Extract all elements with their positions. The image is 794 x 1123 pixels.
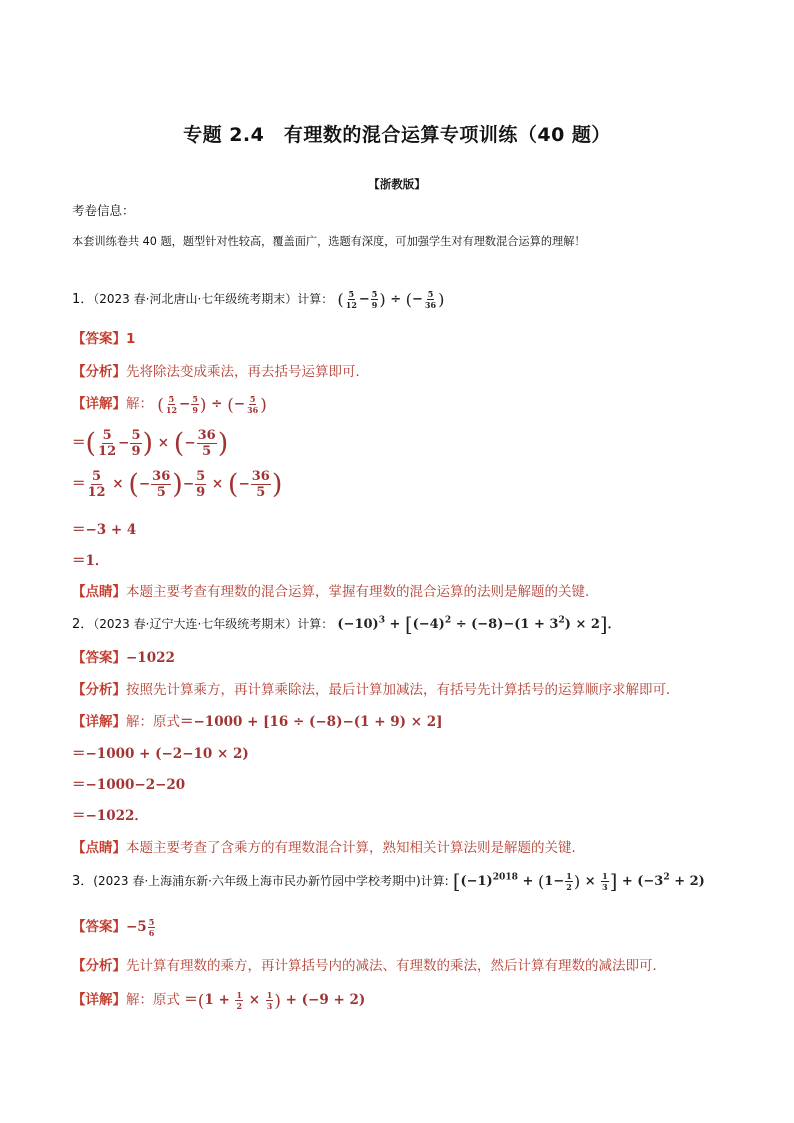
detail-tag: 【详解】 bbox=[72, 992, 126, 1008]
comment-line-1 bbox=[72, 580, 599, 600]
detail-step-3: ＝−3 + 4 bbox=[72, 522, 137, 538]
question-1 bbox=[72, 288, 444, 309]
detail-prefix: 解： bbox=[126, 396, 153, 412]
question-3 bbox=[72, 870, 705, 893]
exam-info-label: 考卷信息： bbox=[72, 203, 135, 218]
detail-prefix: 解：原式 bbox=[126, 992, 180, 1008]
detail-step-4: ＝1． bbox=[72, 553, 109, 569]
detail-step-1: ＝( $\frac{5}{12}$ − $\frac{5}{9}$ ) × (− $\frac{36}{5}$ ) bbox=[72, 428, 229, 459]
page-title: 专题 2.4 有理数的混合运算专项训练（40 题） bbox=[183, 124, 611, 146]
answer-line-1 bbox=[72, 327, 135, 347]
detail-line-1 bbox=[72, 392, 267, 415]
detail-line-3 bbox=[72, 988, 365, 1011]
detail-line-2 bbox=[72, 710, 443, 730]
detail-step-1: ＝−1000 + [16 ÷ (−8)−(1 + 9) × 2] bbox=[180, 714, 443, 730]
detail-tag: 【详解】 bbox=[72, 396, 126, 412]
analysis-text: 先将除法变成乘法，再去括号运算即可． bbox=[126, 364, 369, 380]
answer-line-2 bbox=[72, 646, 175, 666]
question-number: 2． bbox=[72, 617, 94, 632]
analysis-text: 按照先计算乘方，再计算乘除法，最后计算加减法，有括号先计算括号的运算顺序求解即可． bbox=[126, 682, 680, 698]
answer-line-3 bbox=[72, 915, 156, 937]
answer-value: −5 $\frac{5}{6}$ bbox=[126, 917, 155, 938]
comment-text: 本题主要考查了含乘方的有理数混合计算，熟知相关计算法则是解题的关键． bbox=[126, 840, 585, 856]
question-source: （2023 春·辽宁大连·七年级统考期末）计算： bbox=[93, 617, 334, 631]
analysis-line-3 bbox=[72, 954, 666, 974]
detail-step-4: ＝−1022． bbox=[72, 808, 148, 824]
analysis-tag: 【分析】 bbox=[72, 682, 126, 698]
edition-label: 【浙教版】 bbox=[368, 177, 426, 191]
answer-tag: 【答案】 bbox=[72, 331, 126, 347]
question-number: 3． bbox=[72, 874, 94, 889]
comment-tag: 【点睛】 bbox=[72, 584, 126, 600]
analysis-tag: 【分析】 bbox=[72, 958, 126, 974]
comment-line-2 bbox=[72, 836, 585, 856]
detail-tag: 【详解】 bbox=[72, 714, 126, 730]
analysis-line-1 bbox=[72, 360, 369, 380]
analysis-text: 先计算有理数的乘方，再计算括号内的减法、有理数的乘法，然后计算有理数的减法即可． bbox=[126, 958, 666, 974]
question-expression: [$(-1)^{2018} + (1-$ $\frac{1}{2}$ ) × $\frac{1}{3}$ ] + $(-3^2 + 2)$ bbox=[452, 870, 705, 893]
answer-tag: 【答案】 bbox=[72, 650, 126, 666]
detail-expression: ( $\frac{5}{12}$ − $\frac{5}{9}$ ) ÷ (− $\frac{5}{36}$ ) bbox=[157, 394, 267, 415]
question-number: 1． bbox=[72, 292, 94, 307]
answer-value: −1022 bbox=[126, 650, 175, 666]
question-expression: $(-10)^3 + [(-4)^2 \div (-8)-(1 + 3^2) \times 2]$． bbox=[337, 613, 621, 636]
detail-expression: ＝(1 + $\frac{1}{2}$ × $\frac{1}{3}$ ) + (−9 + 2) bbox=[184, 990, 366, 1011]
detail-step-2: ＝−1000 + (−2−10 × 2) bbox=[72, 746, 249, 762]
answer-tag: 【答案】 bbox=[72, 919, 126, 935]
detail-step-3: ＝−1000−2−20 bbox=[72, 777, 186, 793]
comment-tag: 【点睛】 bbox=[72, 840, 126, 856]
detail-step-2: ＝ $\frac{5}{12}$ × (− $\frac{36}{5}$ )− $\frac{5}{9}$ × (− $\frac{36}{5}$ ) bbox=[72, 469, 283, 500]
answer-value: 1 bbox=[126, 331, 136, 347]
question-source: （2023 春·河北唐山·七年级统考期末）计算： bbox=[93, 292, 334, 306]
question-expression: ( $\frac{5}{12}$ − $\frac{5}{9}$ ) ÷ (− $\frac{5}{36}$ ) bbox=[337, 289, 445, 310]
analysis-line-2 bbox=[72, 678, 680, 698]
question-2 bbox=[72, 613, 621, 636]
detail-prefix: 解：原式 bbox=[126, 714, 180, 730]
exam-intro: 本套训练卷共 40 题，题型针对性较高，覆盖面广，选题有深度，可加强学生对有理数混合运算的理解！ bbox=[72, 235, 586, 248]
question-source: (2023 春·上海浦东新·六年级上海市民办新竹园中学校考期中)计算: bbox=[93, 874, 449, 888]
analysis-tag: 【分析】 bbox=[72, 364, 126, 380]
comment-text: 本题主要考查有理数的混合运算，掌握有理数的混合运算的法则是解题的关键． bbox=[126, 584, 599, 600]
